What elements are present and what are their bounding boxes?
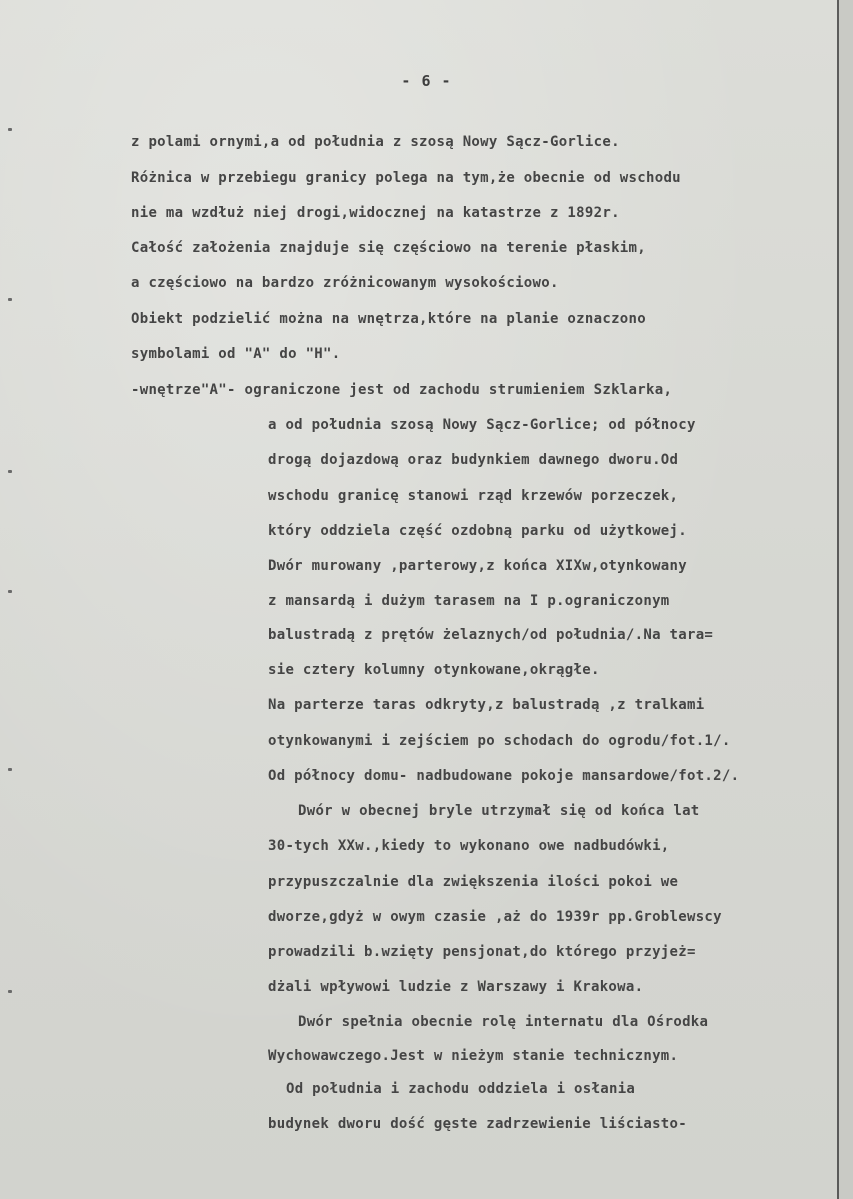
text-line: drogą dojazdową oraz budynkiem dawnego dworu.Od <box>268 452 679 468</box>
text-line: Od południa i zachodu oddziela i osłania <box>286 1081 636 1097</box>
text-line: symbolami od "A" do "H". <box>131 346 341 362</box>
text-line: otynkowanymi i zejściem po schodach do ogrodu/fot.1/. <box>268 733 731 749</box>
margin-mark <box>8 990 12 993</box>
text-line: Dwór w obecnej bryle utrzymał się od końca lat <box>298 803 700 819</box>
margin-mark <box>8 590 12 593</box>
page-number: - 6 - <box>401 72 452 90</box>
text-line: Wychowawczego.Jest w nieżym stanie technicznym. <box>268 1048 679 1064</box>
text-line: przypuszczalnie dla zwiększenia ilości pokoi we <box>268 874 679 890</box>
text-line: Na parterze taras odkryty,z balustradą ,z tralkami <box>268 697 705 713</box>
text-line: z polami ornymi,a od południa z szosą Nowy Sącz-Gorlice. <box>131 134 620 150</box>
text-line: a od południa szosą Nowy Sącz-Gorlice; od północy <box>268 417 696 433</box>
text-line: prowadzili b.wzięty pensjonat,do którego przyjeż= <box>268 944 696 960</box>
margin-mark <box>8 470 12 473</box>
text-line: 30-tych XXw.,kiedy to wykonano owe nadbudówki, <box>268 838 670 854</box>
text-line: który oddziela część ozdobną parku od użytkowej. <box>268 523 687 539</box>
text-line: Różnica w przebiegu granicy polega na tym,że obecnie od wschodu <box>131 170 681 186</box>
text-line: z mansardą i dużym tarasem na I p.ograniczonym <box>268 593 670 609</box>
text-line: Dwór spełnia obecnie rolę internatu dla Ośrodka <box>298 1014 709 1030</box>
text-line: budynek dworu dość gęste zadrzewienie liściasto- <box>268 1116 687 1132</box>
page-edge-line <box>837 0 839 1199</box>
text-line: Dwór murowany ,parterowy,z końca XIXw,otynkowany <box>268 558 687 574</box>
margin-mark <box>8 128 12 131</box>
page-edge-shadow <box>839 0 853 1199</box>
text-line: Całość założenia znajduje się częściowo na terenie płaskim, <box>131 240 646 256</box>
margin-mark <box>8 298 12 301</box>
text-line: sie cztery kolumny otynkowane,okrągłe. <box>268 662 600 678</box>
text-line: Obiekt podzielić można na wnętrza,które na planie oznaczono <box>131 311 646 327</box>
text-line: dworze,gdyż w owym czasie ,aż do 1939r pp.Groblewscy <box>268 909 722 925</box>
text-line: balustradą z prętów żelaznych/od południa/.Na tara= <box>268 627 714 643</box>
margin-mark <box>8 768 12 771</box>
text-line: wschodu granicę stanowi rząd krzewów porzeczek, <box>268 488 679 504</box>
section-heading-line: -wnętrze"A"- ograniczone jest od zachodu strumieniem Szklarka, <box>131 382 673 398</box>
text-line: Od północy domu- nadbudowane pokoje mansardowe/fot.2/. <box>268 768 740 784</box>
text-line: nie ma wzdłuż niej drogi,widocznej na katastrze z 1892r. <box>131 205 620 221</box>
text-line: dżali wpływowi ludzie z Warszawy i Krakowa. <box>268 979 644 995</box>
text-line: a częściowo na bardzo zróżnicowanym wysokościowo. <box>131 275 559 291</box>
